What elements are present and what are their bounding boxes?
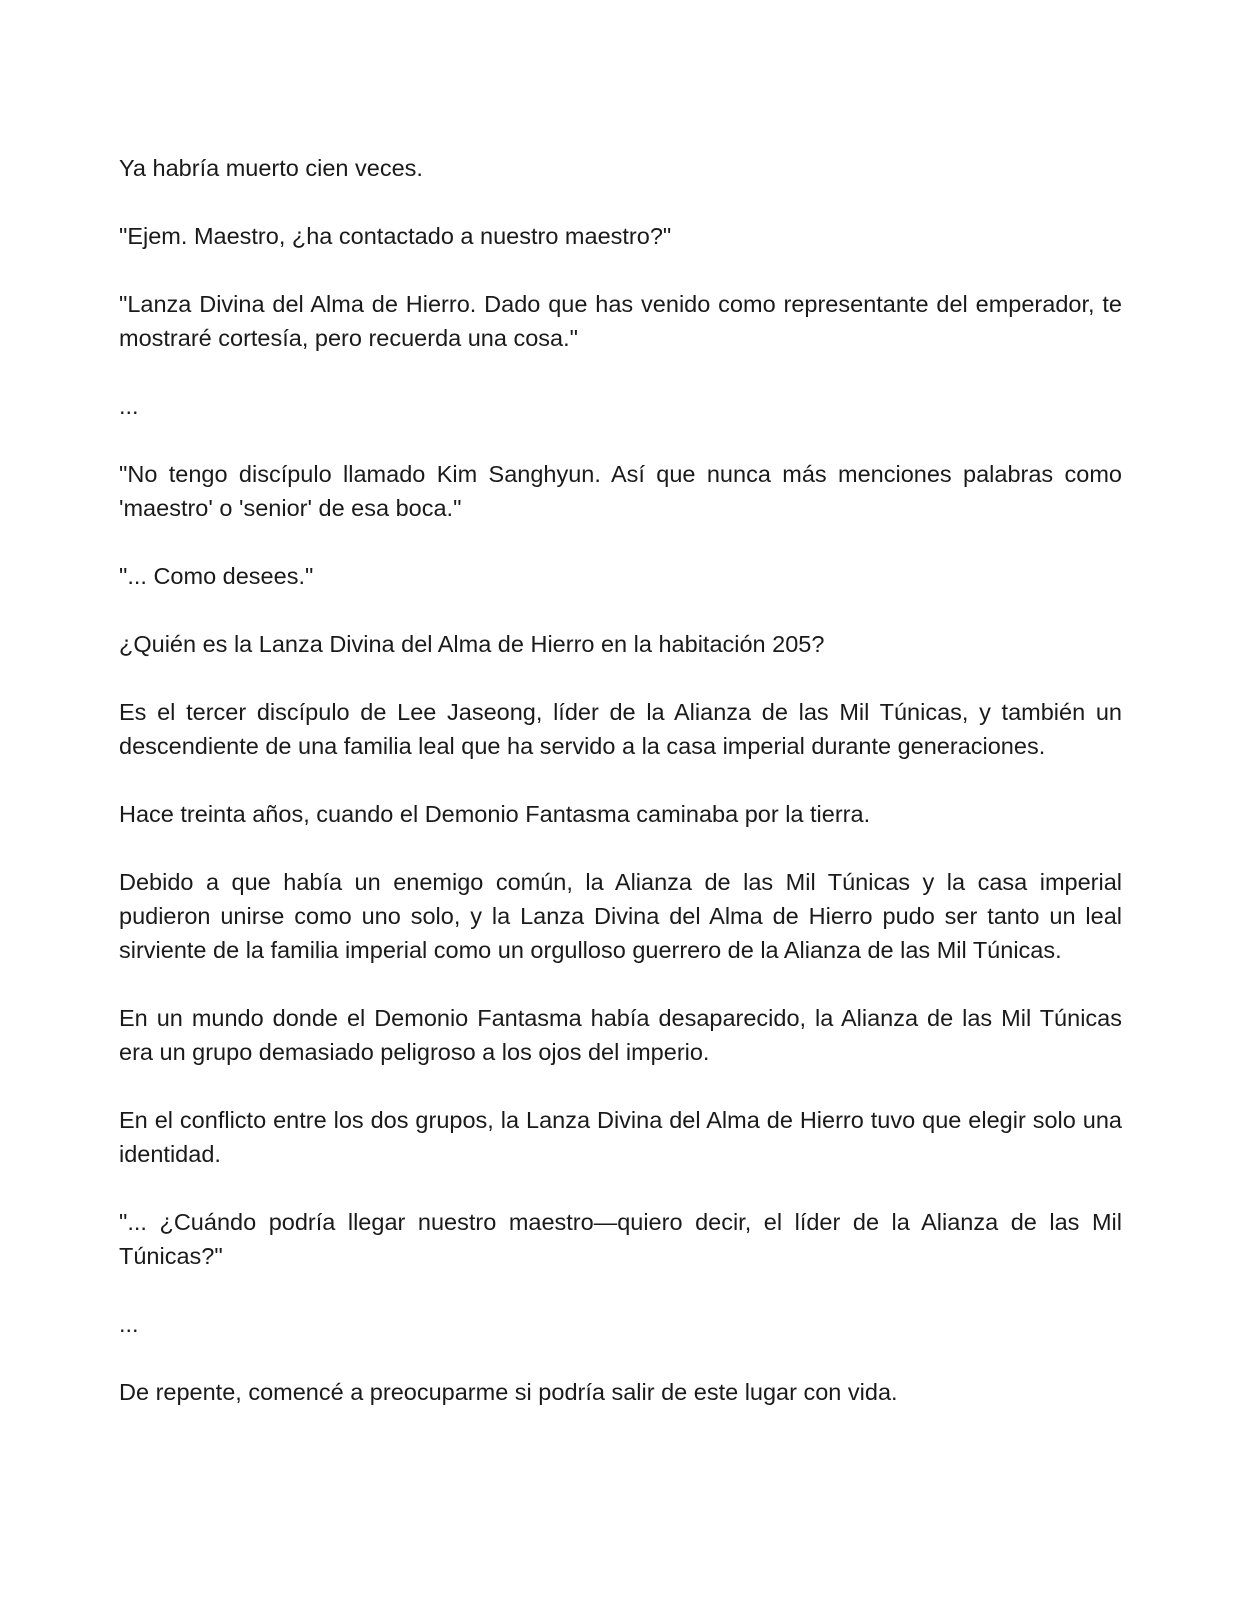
paragraph: Ya habría muerto cien veces. xyxy=(119,155,423,181)
paragraph: En el conflicto entre los dos grupos, la Lanza Divina del Alma de Hierro tuvo que elegir solo una identidad. xyxy=(119,1107,1122,1167)
paragraph: En un mundo donde el Demonio Fantasma había desaparecido, la Alianza de las Mil Túnicas era un grupo demasiado peligroso a los ojos del imperio. xyxy=(119,1005,1122,1065)
paragraph: "No tengo discípulo llamado Kim Sanghyun. Así que nunca más menciones palabras como 'maestro' o 'senior' de esa boca." xyxy=(119,461,1122,521)
paragraph: "... Como desees." xyxy=(119,563,314,589)
paragraph: ... xyxy=(119,1311,139,1337)
paragraph: "Lanza Divina del Alma de Hierro. Dado que has venido como representante del emperador, te mostraré cortesía, pero recuerda una cosa." xyxy=(119,291,1122,351)
paragraph: ¿Quién es la Lanza Divina del Alma de Hierro en la habitación 205? xyxy=(119,631,825,657)
paragraph: Hace treinta años, cuando el Demonio Fantasma caminaba por la tierra. xyxy=(119,801,871,827)
paragraph: Debido a que había un enemigo común, la Alianza de las Mil Túnicas y la casa imperial pudieron unirse como uno solo, y la Lanza Divina del Alma de Hierro pudo ser tanto un leal sirviente de la familia imperial como un orgulloso guerrero de la Alianza de las Mil Túnicas. xyxy=(119,869,1122,963)
paragraph: Es el tercer discípulo de Lee Jaseong, líder de la Alianza de las Mil Túnicas, y también un descendiente de una familia leal que ha servido a la casa imperial durante generaciones. xyxy=(119,699,1122,759)
paragraph: "Ejem. Maestro, ¿ha contactado a nuestro maestro?" xyxy=(119,223,672,249)
paragraph: "... ¿Cuándo podría llegar nuestro maestro—quiero decir, el líder de la Alianza de las Mil Túnicas?" xyxy=(119,1209,1122,1269)
document-page xyxy=(119,151,1122,1443)
paragraph: ... xyxy=(119,393,139,419)
paragraph: De repente, comencé a preocuparme si podría salir de este lugar con vida. xyxy=(119,1379,898,1405)
